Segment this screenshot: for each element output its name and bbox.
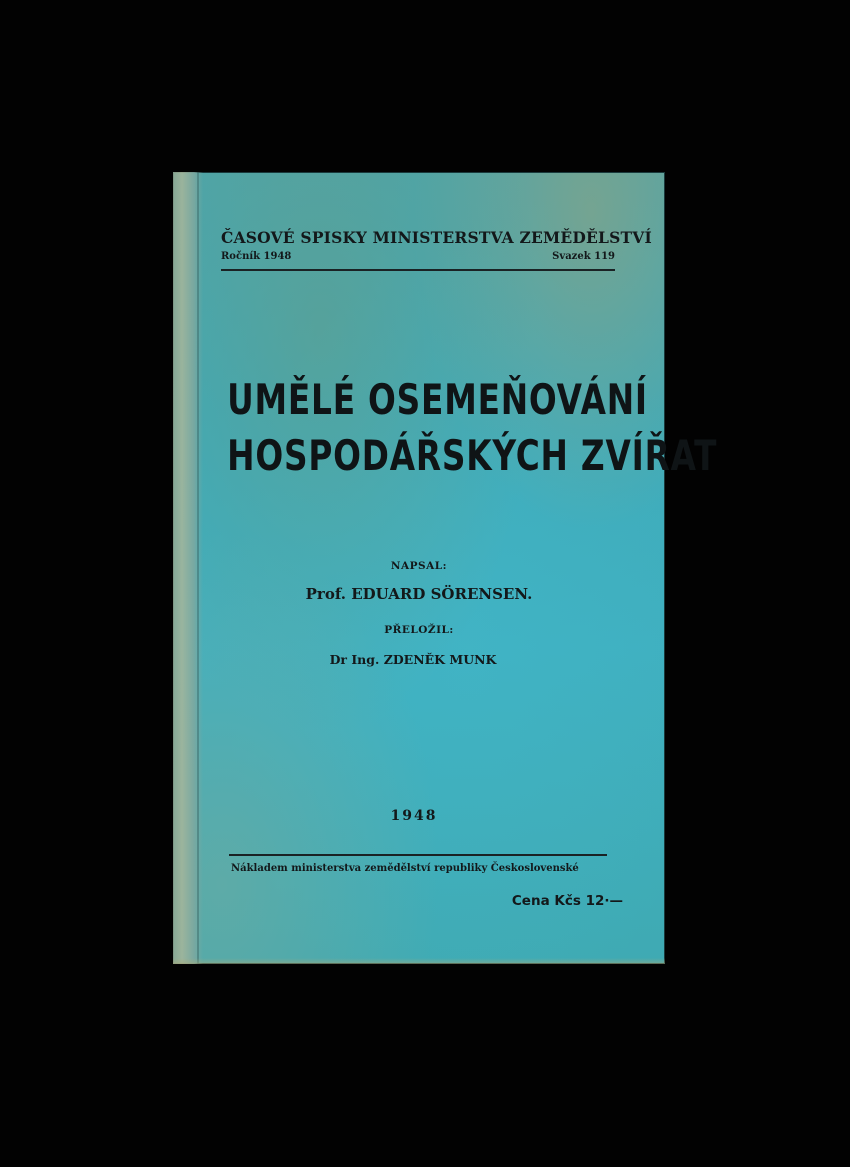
translator-name: Dr Ing. ZDENĚK MUNK [329, 652, 497, 667]
footer-rule [229, 854, 607, 856]
author-name: Prof. EDUARD SÖRENSEN. [305, 585, 533, 603]
price-label: Cena Kčs 12·— [511, 893, 623, 909]
author-label: NAPSAL: [390, 560, 448, 572]
cover-bottom-edge [173, 958, 665, 964]
issue-number: Svazek 119 [552, 251, 615, 262]
volume-year: Ročník 1948 [221, 251, 292, 262]
book-cover [173, 172, 718, 964]
book-title [227, 372, 718, 484]
publisher-line: Nákladem ministerstva zemědělství republiky Československé [231, 863, 579, 874]
book-title-line-2: HOSPODÁŘSKÝCH ZVÍŘAT [227, 431, 718, 480]
book-title-line-1: UMĚLÉ OSEMEŇOVÁNÍ [227, 375, 648, 424]
translator-label: PŘELOŽIL: [384, 624, 454, 636]
header-rule [221, 269, 615, 271]
series-title: ČASOVÉ SPISKY MINISTERSTVA ZEMĚDĚLSTVÍ [221, 228, 652, 247]
publication-year: 1948 [390, 808, 438, 824]
